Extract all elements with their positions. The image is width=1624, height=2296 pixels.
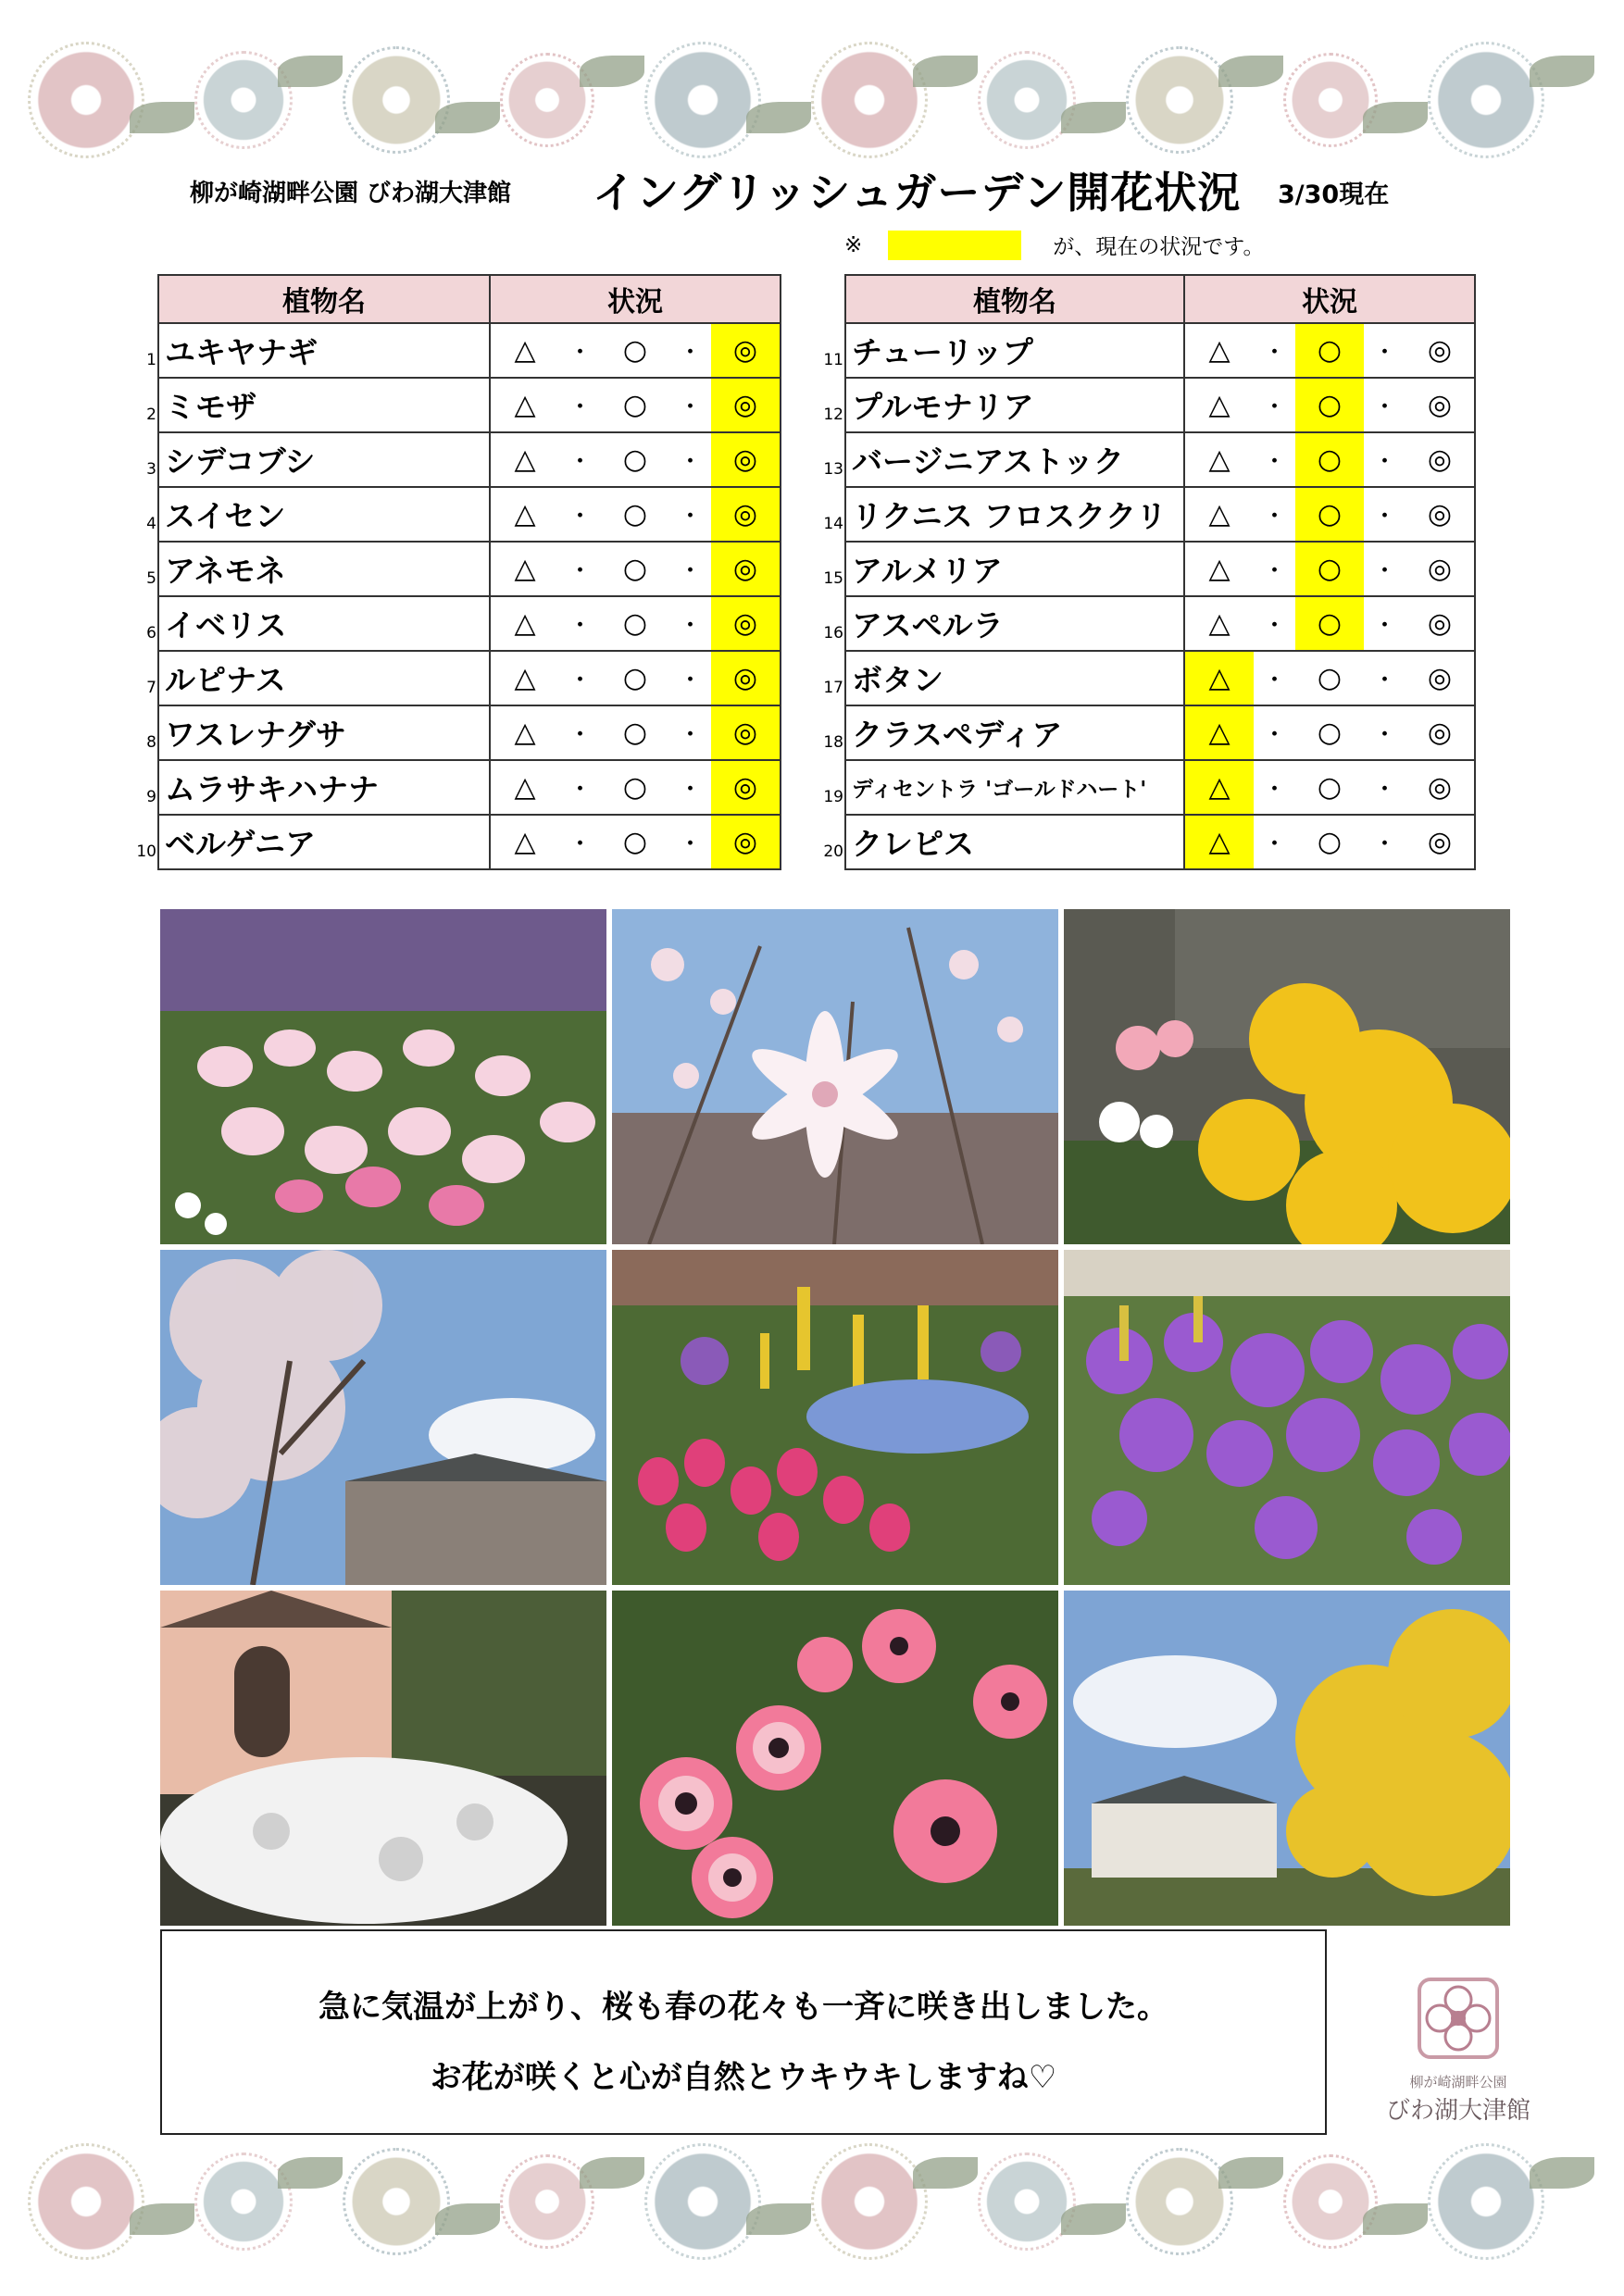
status-symbol-full-current: ◎ xyxy=(711,433,780,486)
plant-name-cell xyxy=(823,760,1184,815)
decorative-leaf-icon xyxy=(1218,2157,1283,2189)
decorative-leaf-icon xyxy=(580,2157,644,2189)
status-symbol-few: △ xyxy=(514,389,536,421)
separator-dot: ・ xyxy=(1262,503,1287,530)
row-number: 11 xyxy=(823,351,843,369)
status-cell xyxy=(490,596,781,651)
status-cell xyxy=(1184,705,1475,760)
row-number: 12 xyxy=(823,406,843,424)
separator-dot: ・ xyxy=(1372,830,1397,858)
status-symbol-some-current: ○ xyxy=(1295,597,1364,650)
plant-name: ボタン xyxy=(852,662,943,698)
bloom-status-table-left xyxy=(136,274,781,870)
status-symbol-full: ◎ xyxy=(1427,771,1453,804)
row-number: 14 xyxy=(823,515,843,533)
status-symbol-some: ○ xyxy=(622,334,648,367)
separator-dot: ・ xyxy=(678,557,703,585)
separator-dot: ・ xyxy=(568,667,593,694)
logo-name: びわ湖大津館 xyxy=(1385,2097,1530,2125)
row-number: 6 xyxy=(146,624,156,643)
status-symbol-full-current: ◎ xyxy=(711,597,780,650)
separator-dot: ・ xyxy=(1372,503,1397,530)
row-number: 8 xyxy=(146,733,156,752)
status-symbol-some-current: ○ xyxy=(1295,543,1364,595)
photo-cherry-tree xyxy=(160,1250,606,1585)
status-symbol-few: △ xyxy=(514,334,536,367)
status-symbol-full-current: ◎ xyxy=(711,379,780,431)
separator-dot: ・ xyxy=(1372,667,1397,694)
separator-dot: ・ xyxy=(678,776,703,804)
plant-row xyxy=(158,487,781,542)
status-symbol-some: ○ xyxy=(622,607,648,640)
photo-lupins-tulips xyxy=(612,1250,1058,1585)
plant-name: リクニス フロスククリ xyxy=(852,498,1168,534)
separator-dot: ・ xyxy=(568,448,593,476)
separator-dot: ・ xyxy=(678,612,703,640)
plant-name: アルメリア xyxy=(852,553,1003,589)
status-cell xyxy=(1184,323,1475,378)
status-symbol-some: ○ xyxy=(1317,826,1343,858)
photo-magnolia xyxy=(612,909,1058,1244)
status-cell xyxy=(490,542,781,596)
status-symbol-few: △ xyxy=(1208,389,1230,421)
row-number: 17 xyxy=(823,679,843,697)
plant-row xyxy=(158,651,781,705)
date-label: 3/30現在 xyxy=(1278,181,1390,209)
plant-name-cell xyxy=(146,760,490,815)
separator-dot: ・ xyxy=(1262,557,1287,585)
plant-name: イベリス xyxy=(165,607,287,643)
decorative-flower-icon xyxy=(1126,46,1233,154)
plant-name: アネモネ xyxy=(165,553,286,589)
status-cell xyxy=(490,651,781,705)
status-symbol-some-current: ○ xyxy=(1295,433,1364,486)
message-box xyxy=(160,1929,1327,2135)
plant-row xyxy=(158,378,781,432)
status-symbol-full: ◎ xyxy=(1427,389,1453,421)
plant-name: クレピス xyxy=(852,826,974,862)
status-cell xyxy=(1184,815,1475,869)
row-number: 4 xyxy=(146,515,156,533)
separator-dot: ・ xyxy=(678,667,703,694)
decorative-flower-icon xyxy=(644,2143,761,2260)
status-symbol-some: ○ xyxy=(622,771,648,804)
decorative-leaf-icon xyxy=(1363,2203,1428,2235)
floral-border-top xyxy=(28,37,1596,157)
separator-dot: ・ xyxy=(1372,721,1397,749)
status-cell xyxy=(1184,651,1475,705)
separator-dot: ・ xyxy=(678,830,703,858)
decorative-leaf-icon xyxy=(1061,2203,1126,2235)
separator-dot: ・ xyxy=(568,830,593,858)
status-symbol-full-current: ◎ xyxy=(711,706,780,759)
status-symbol-some: ○ xyxy=(622,717,648,749)
status-symbol-few: △ xyxy=(514,826,536,858)
floral-border-bottom xyxy=(28,2139,1596,2259)
status-symbol-some: ○ xyxy=(622,826,648,858)
separator-dot: ・ xyxy=(1262,612,1287,640)
plant-row xyxy=(845,705,1475,760)
plant-name-cell xyxy=(146,378,490,432)
plant-name-cell xyxy=(823,542,1184,596)
status-cell xyxy=(1184,432,1475,487)
status-cell xyxy=(490,487,781,542)
status-symbol-few: △ xyxy=(514,771,536,804)
status-symbol-some: ○ xyxy=(622,498,648,530)
decorative-leaf-icon xyxy=(746,2203,811,2235)
status-symbol-few: △ xyxy=(1208,607,1230,640)
plant-name-cell xyxy=(823,596,1184,651)
separator-dot: ・ xyxy=(678,393,703,421)
plant-name: チューリップ xyxy=(852,334,1033,370)
separator-dot: ・ xyxy=(1262,776,1287,804)
status-symbol-some-current: ○ xyxy=(1295,324,1364,377)
status-symbol-few-current: △ xyxy=(1185,816,1254,868)
status-symbol-few-current: △ xyxy=(1185,652,1254,705)
status-symbol-some: ○ xyxy=(1317,771,1343,804)
status-symbol-few: △ xyxy=(514,662,536,694)
status-cell xyxy=(490,760,781,815)
decorative-leaf-icon xyxy=(580,56,644,87)
plant-name-cell xyxy=(823,651,1184,705)
logo-caption: 柳が崎湖畔公園 xyxy=(1409,2074,1507,2090)
row-number: 3 xyxy=(146,460,156,479)
plant-row xyxy=(158,432,781,487)
plant-name-cell xyxy=(823,323,1184,378)
decorative-leaf-icon xyxy=(1061,102,1126,133)
status-symbol-some: ○ xyxy=(622,443,648,476)
photo-tulips xyxy=(160,909,606,1244)
plant-row xyxy=(845,596,1475,651)
status-cell xyxy=(1184,378,1475,432)
plant-name-cell xyxy=(146,487,490,542)
status-cell xyxy=(1184,487,1475,542)
row-number: 1 xyxy=(146,351,156,369)
plant-name: アスペルラ xyxy=(852,607,1004,643)
decorative-flower-icon xyxy=(1428,2143,1544,2260)
status-symbol-few: △ xyxy=(1208,334,1230,367)
plant-name-cell xyxy=(146,432,490,487)
plant-name: バージニアストック xyxy=(852,443,1125,480)
status-symbol-few: △ xyxy=(514,553,536,585)
status-symbol-some: ○ xyxy=(1317,717,1343,749)
separator-dot: ・ xyxy=(1262,721,1287,749)
row-number: 15 xyxy=(823,569,843,588)
plant-name: ディセントラ 'ゴールドハート' xyxy=(852,778,1147,802)
photo-spirea-house xyxy=(160,1591,606,1926)
separator-dot: ・ xyxy=(1372,448,1397,476)
status-symbol-full: ◎ xyxy=(1427,717,1453,749)
plant-row xyxy=(158,323,781,378)
column-header-plant: 植物名 xyxy=(158,275,490,323)
separator-dot: ・ xyxy=(568,557,593,585)
plant-row xyxy=(158,596,781,651)
status-symbol-few: △ xyxy=(1208,498,1230,530)
plant-name-cell xyxy=(823,815,1184,869)
decorative-flower-icon xyxy=(194,51,293,149)
row-number: 13 xyxy=(823,460,843,479)
row-number: 18 xyxy=(823,733,843,752)
decorative-leaf-icon xyxy=(746,102,811,133)
plant-name: スイセン xyxy=(165,498,286,534)
decorative-flower-icon xyxy=(811,2143,928,2260)
separator-dot: ・ xyxy=(1262,830,1287,858)
status-symbol-some: ○ xyxy=(1317,662,1343,694)
plant-name-cell xyxy=(146,596,490,651)
plant-name: ルピナス xyxy=(165,662,286,698)
separator-dot: ・ xyxy=(1262,393,1287,421)
plant-name-cell xyxy=(146,323,490,378)
status-symbol-some: ○ xyxy=(622,389,648,421)
status-symbol-few-current: △ xyxy=(1185,761,1254,814)
status-symbol-full-current: ◎ xyxy=(711,324,780,377)
bloom-status-table-right xyxy=(823,274,1476,870)
plant-row xyxy=(158,705,781,760)
decorative-leaf-icon xyxy=(1530,56,1594,87)
status-symbol-full-current: ◎ xyxy=(711,816,780,868)
separator-dot: ・ xyxy=(1372,776,1397,804)
decorative-leaf-icon xyxy=(913,2157,978,2189)
legend-prefix: ※ xyxy=(844,232,863,257)
status-symbol-some: ○ xyxy=(622,553,648,585)
decorative-flower-icon xyxy=(644,42,761,158)
status-symbol-full-current: ◎ xyxy=(711,761,780,814)
plant-row xyxy=(158,542,781,596)
photo-violet-flowers xyxy=(1064,1250,1510,1585)
status-symbol-few: △ xyxy=(1208,553,1230,585)
plant-name-cell xyxy=(823,378,1184,432)
decorative-flower-icon xyxy=(978,51,1076,149)
plant-name: ミモザ xyxy=(165,389,256,425)
plant-name-cell xyxy=(136,815,490,869)
photo-mimosa-building xyxy=(1064,1591,1510,1926)
message-line-1: 急に気温が上がり、桜も春の花々も一斉に咲き出しました。 xyxy=(319,1989,1168,2026)
separator-dot: ・ xyxy=(1262,667,1287,694)
legend-highlight-swatch xyxy=(888,231,1021,260)
decorative-leaf-icon xyxy=(278,56,343,87)
status-cell xyxy=(1184,596,1475,651)
separator-dot: ・ xyxy=(678,503,703,530)
plant-row xyxy=(845,487,1475,542)
status-symbol-full: ◎ xyxy=(1427,662,1453,694)
row-number: 2 xyxy=(146,406,156,424)
status-symbol-few: △ xyxy=(1208,443,1230,476)
plant-name: ベルゲニア xyxy=(165,826,317,862)
status-symbol-few: △ xyxy=(514,607,536,640)
page-title: イングリッシュガーデン開花状況 xyxy=(593,168,1242,218)
status-symbol-full-current: ◎ xyxy=(711,488,780,541)
status-cell xyxy=(490,815,781,869)
plant-row xyxy=(158,815,781,869)
separator-dot: ・ xyxy=(568,393,593,421)
decorative-leaf-icon xyxy=(130,2203,194,2235)
row-number: 19 xyxy=(823,788,843,806)
photo-anemones xyxy=(612,1591,1058,1926)
row-number: 16 xyxy=(823,624,843,643)
plant-row xyxy=(845,323,1475,378)
plant-name: ワスレナグサ xyxy=(165,717,346,753)
status-symbol-full: ◎ xyxy=(1427,553,1453,585)
decorative-flower-icon xyxy=(1428,42,1544,158)
separator-dot: ・ xyxy=(1262,448,1287,476)
status-cell xyxy=(1184,542,1475,596)
legend-note xyxy=(844,230,1264,260)
separator-dot: ・ xyxy=(678,448,703,476)
plant-name: シデコブシ xyxy=(165,443,316,480)
row-number: 20 xyxy=(823,842,843,861)
separator-dot: ・ xyxy=(678,339,703,367)
decorative-flower-icon xyxy=(343,46,450,154)
plant-row xyxy=(845,760,1475,815)
status-symbol-few: △ xyxy=(514,498,536,530)
museum-logo xyxy=(1361,1972,1555,2129)
status-symbol-few: △ xyxy=(514,717,536,749)
photo-forsythia xyxy=(1064,909,1510,1244)
status-symbol-full: ◎ xyxy=(1427,443,1453,476)
status-cell xyxy=(490,323,781,378)
plant-name: ユキヤナギ xyxy=(165,334,318,370)
decorative-leaf-icon xyxy=(435,2203,500,2235)
plant-name-cell xyxy=(823,432,1184,487)
decorative-flower-icon xyxy=(1126,2148,1233,2255)
separator-dot: ・ xyxy=(1262,339,1287,367)
column-header-plant: 植物名 xyxy=(845,275,1184,323)
decorative-leaf-icon xyxy=(1530,2157,1594,2189)
separator-dot: ・ xyxy=(1372,393,1397,421)
status-symbol-full-current: ◎ xyxy=(711,543,780,595)
plant-name-cell xyxy=(146,542,490,596)
status-cell xyxy=(1184,760,1475,815)
status-symbol-some-current: ○ xyxy=(1295,488,1364,541)
decorative-leaf-icon xyxy=(1363,102,1428,133)
status-symbol-few: △ xyxy=(514,443,536,476)
plant-row xyxy=(845,378,1475,432)
photo-grid xyxy=(160,909,1510,1926)
separator-dot: ・ xyxy=(568,612,593,640)
decorative-flower-icon xyxy=(343,2148,450,2255)
status-cell xyxy=(490,705,781,760)
column-header-status: 状況 xyxy=(1184,275,1475,323)
plant-name: クラスペディア xyxy=(852,717,1063,753)
plant-name-cell xyxy=(146,651,490,705)
separator-dot: ・ xyxy=(568,339,593,367)
plant-name: プルモナリア xyxy=(852,389,1034,425)
plant-row xyxy=(845,432,1475,487)
separator-dot: ・ xyxy=(1372,339,1397,367)
column-header-status: 状況 xyxy=(490,275,781,323)
plant-name-cell xyxy=(146,705,490,760)
status-symbol-some-current: ○ xyxy=(1295,379,1364,431)
plant-row xyxy=(845,651,1475,705)
separator-dot: ・ xyxy=(568,776,593,804)
status-symbol-full: ◎ xyxy=(1427,498,1453,530)
separator-dot: ・ xyxy=(678,721,703,749)
organization-name: 柳が崎湖畔公園 びわ湖大津館 xyxy=(190,180,512,207)
status-symbol-full: ◎ xyxy=(1427,334,1453,367)
row-number: 9 xyxy=(146,788,156,806)
message-line-2: お花が咲くと心が自然とウキウキしますね♡ xyxy=(430,2059,1057,2096)
decorative-leaf-icon xyxy=(130,102,194,133)
decorative-flower-icon xyxy=(28,42,144,158)
status-symbol-full: ◎ xyxy=(1427,607,1453,640)
status-cell xyxy=(490,378,781,432)
plant-row xyxy=(845,815,1475,869)
separator-dot: ・ xyxy=(1372,557,1397,585)
status-symbol-full: ◎ xyxy=(1427,826,1453,858)
decorative-leaf-icon xyxy=(278,2157,343,2189)
decorative-leaf-icon xyxy=(913,56,978,87)
decorative-leaf-icon xyxy=(435,102,500,133)
decorative-flower-icon xyxy=(28,2143,144,2260)
separator-dot: ・ xyxy=(1372,612,1397,640)
plant-name-cell xyxy=(823,705,1184,760)
decorative-flower-icon xyxy=(194,2152,293,2251)
plant-row xyxy=(158,760,781,815)
row-number: 7 xyxy=(146,679,156,697)
status-symbol-some: ○ xyxy=(622,662,648,694)
separator-dot: ・ xyxy=(568,503,593,530)
decorative-flower-icon xyxy=(811,42,928,158)
status-cell xyxy=(490,432,781,487)
plant-name-cell xyxy=(823,487,1184,542)
row-number: 5 xyxy=(146,569,156,588)
plant-row xyxy=(845,542,1475,596)
separator-dot: ・ xyxy=(568,721,593,749)
status-symbol-few-current: △ xyxy=(1185,706,1254,759)
plant-name: ムラサキハナナ xyxy=(165,771,379,807)
decorative-leaf-icon xyxy=(1218,56,1283,87)
logo-emblem-icon xyxy=(1412,1972,1505,2065)
decorative-flower-icon xyxy=(978,2152,1076,2251)
row-number: 10 xyxy=(136,842,156,861)
legend-text: が、現在の状況です。 xyxy=(1053,235,1265,259)
status-symbol-full-current: ◎ xyxy=(711,652,780,705)
